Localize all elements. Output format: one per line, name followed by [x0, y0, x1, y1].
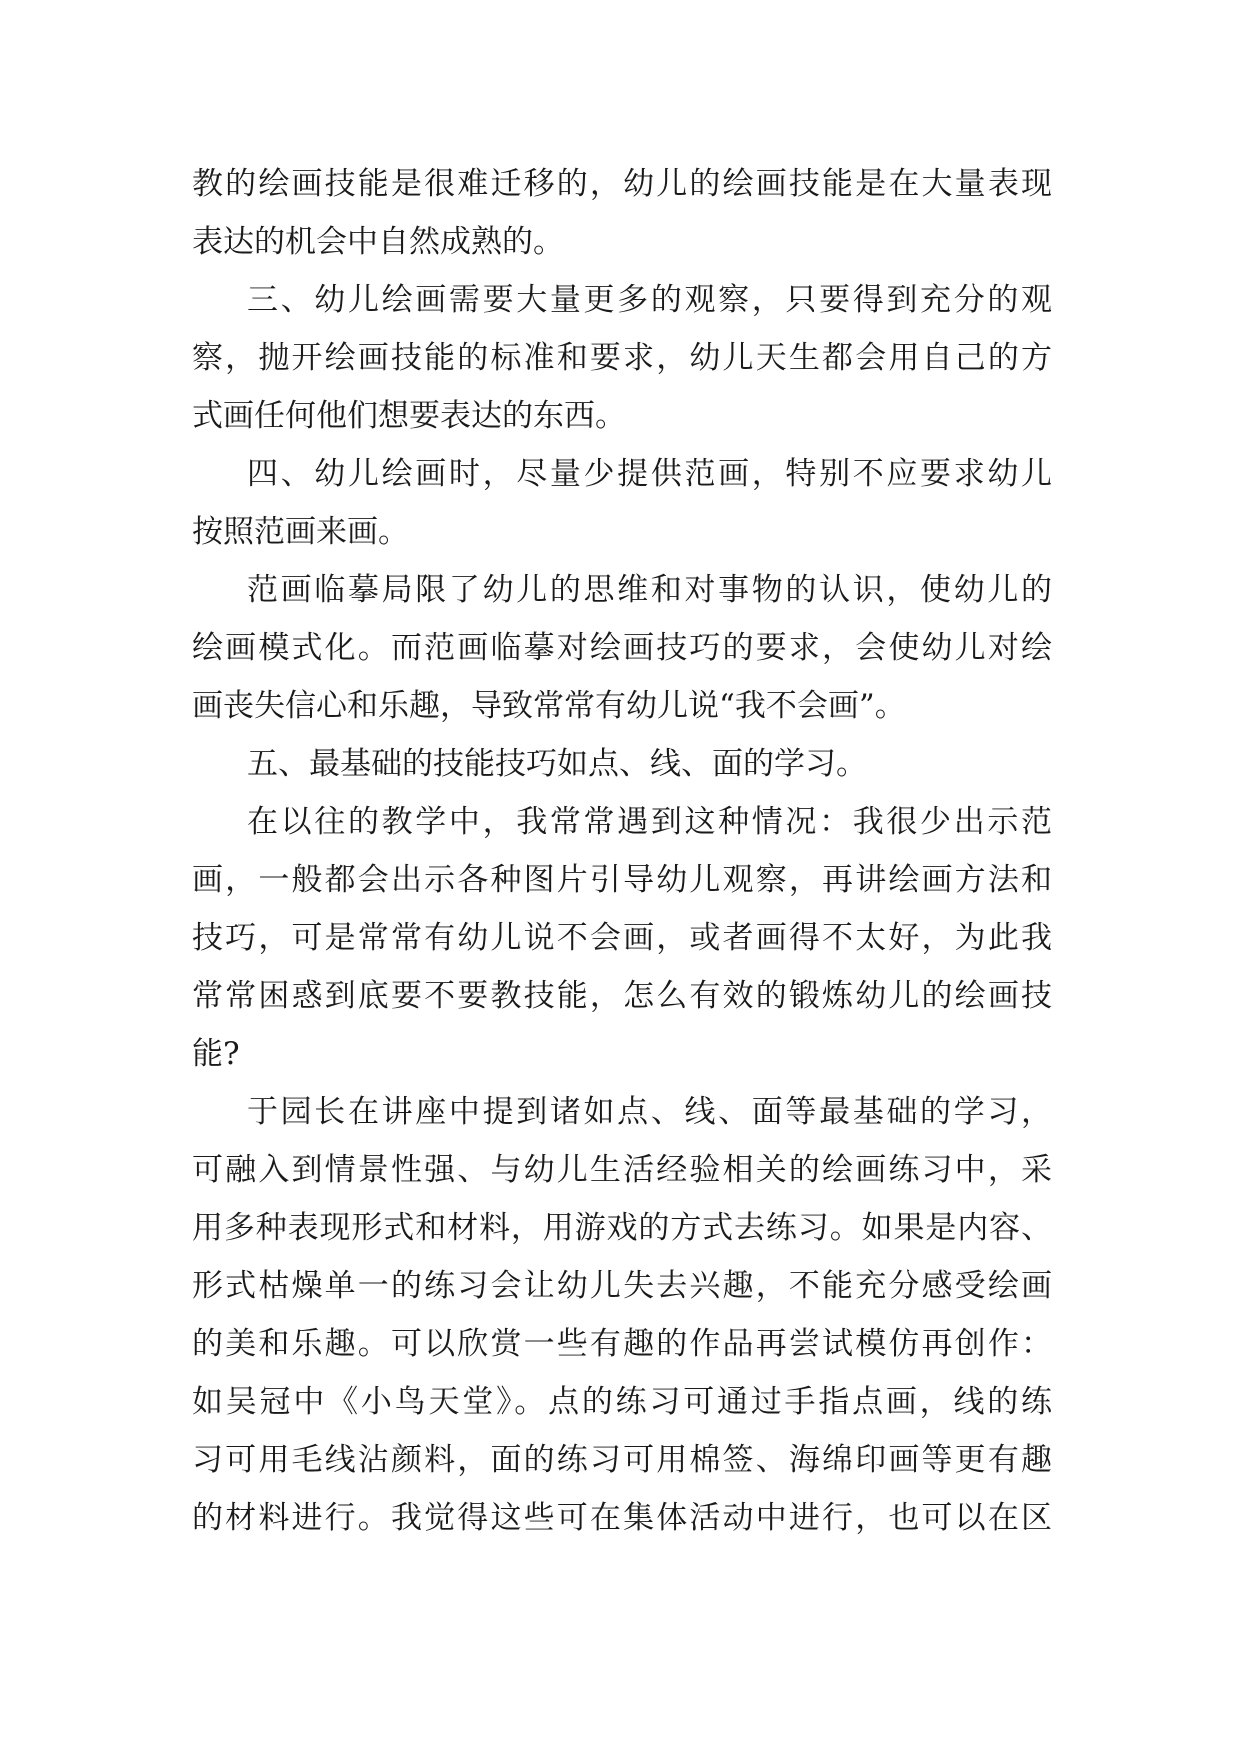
text-line-2: 表达的机会中自然成熟的。 [192, 224, 564, 260]
text-line-18: 可融入到情景性强、与幼儿生活经验相关的绘画练习中，采 [192, 1152, 1052, 1188]
paragraph-3-heading: 三、幼儿绘画需要大量更多的观察，只要得到充分的观 [247, 282, 1052, 318]
paragraph-5-heading: 五、最基础的技能技巧如点、线、面的学习。 [247, 746, 867, 782]
text-line-22: 如吴冠中《小鸟天堂》。点的练习可通过手指点画，线的练 [192, 1384, 1052, 1420]
text-line-20: 形式枯燥单一的练习会让幼儿失去兴趣，不能充分感受绘画 [192, 1268, 1052, 1304]
text-line-16: 能? [192, 1036, 240, 1072]
text-line-21: 的美和乐趣。可以欣赏一些有趣的作品再尝试模仿再创作： [192, 1326, 1052, 1362]
text-line-24: 的材料进行。我觉得这些可在集体活动中进行，也可以在区 [192, 1500, 1052, 1536]
paragraph-4-heading: 四、幼儿绘画时，尽量少提供范画，特别不应要求幼儿 [247, 456, 1052, 492]
text-line-19: 用多种表现形式和材料，用游戏的方式去练习。如果是内容、 [192, 1210, 1052, 1246]
text-line-9: 绘画模式化。而范画临摹对绘画技巧的要求，会使幼儿对绘 [192, 630, 1052, 666]
text-line-7: 按照范画来画。 [192, 514, 409, 550]
text-line-17: 于园长在讲座中提到诸如点、线、面等最基础的学习， [247, 1094, 1052, 1130]
text-line-8: 范画临摹局限了幼儿的思维和对事物的认识，使幼儿的 [247, 572, 1052, 608]
text-line-15: 常常困惑到底要不要教技能，怎么有效的锻炼幼儿的绘画技 [192, 978, 1052, 1014]
text-line-5: 式画任何他们想要表达的东西。 [192, 398, 626, 434]
text-line-23: 习可用毛线沾颜料，面的练习可用棉签、海绵印画等更有趣 [192, 1442, 1052, 1478]
text-line-12: 在以往的教学中，我常常遇到这种情况：我很少出示范 [247, 804, 1052, 840]
text-line-13: 画，一般都会出示各种图片引导幼儿观察，再讲绘画方法和 [192, 862, 1052, 898]
text-line-4: 察，抛开绘画技能的标准和要求，幼儿天生都会用自己的方 [192, 340, 1052, 376]
text-line-1: 教的绘画技能是很难迁移的，幼儿的绘画技能是在大量表现 [192, 166, 1052, 202]
text-line-14: 技巧，可是常常有幼儿说不会画，或者画得不太好，为此我 [192, 920, 1052, 956]
text-line-10: 画丧失信心和乐趣，导致常常有幼儿说“我不会画”。 [192, 688, 906, 724]
